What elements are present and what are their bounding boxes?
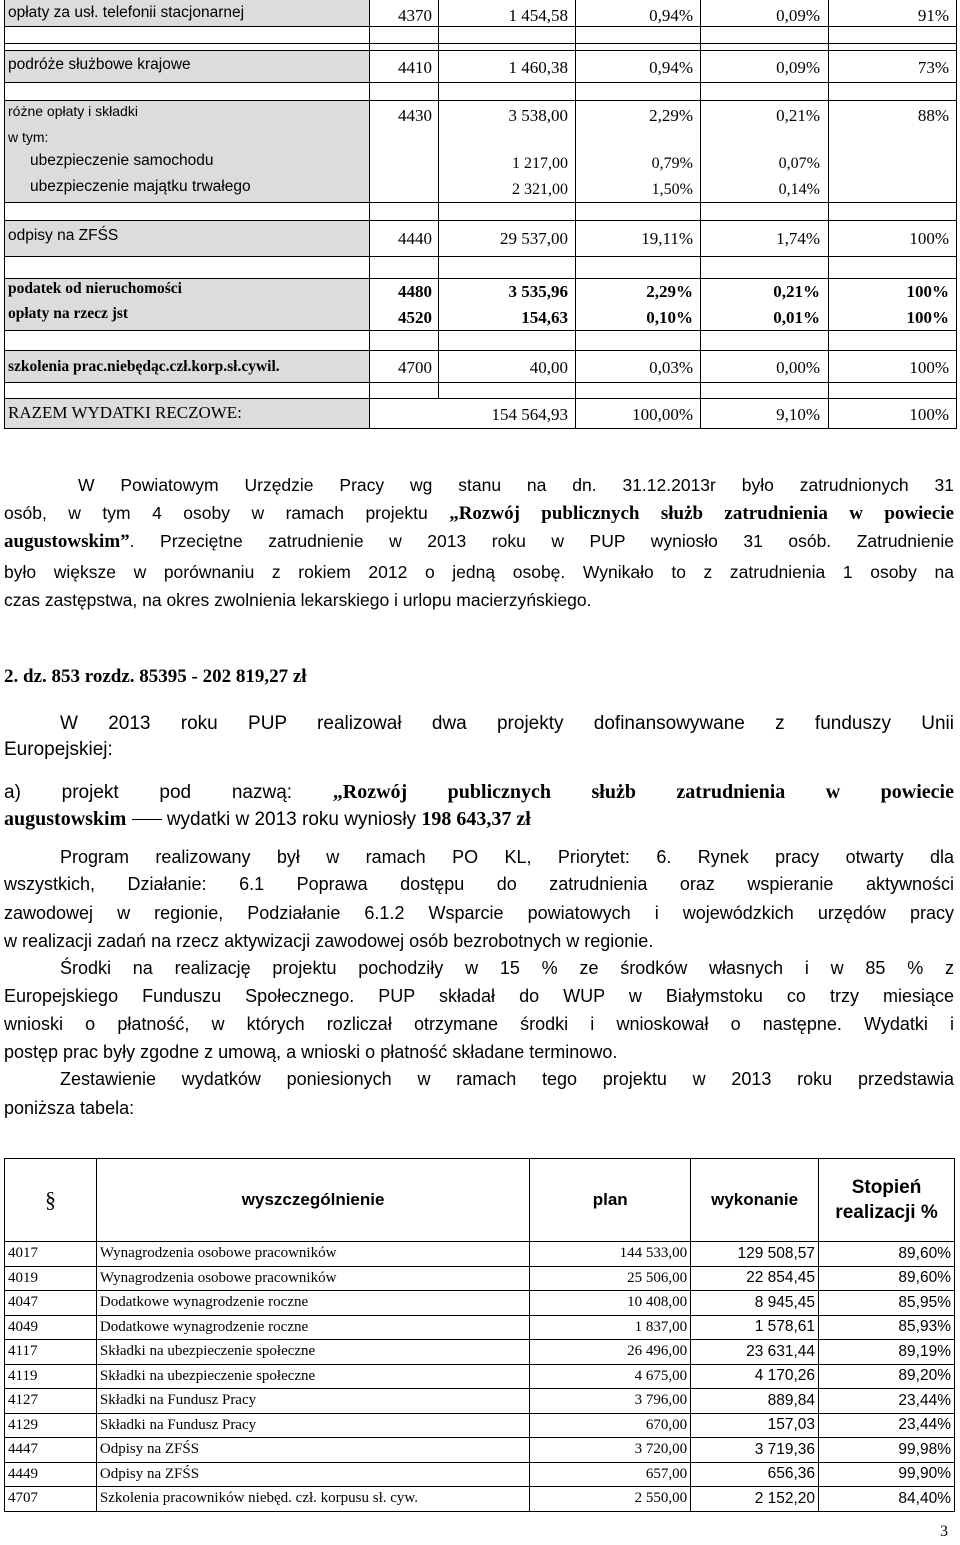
row-code: 4447 xyxy=(5,1438,97,1463)
row-code: 4707 xyxy=(5,1487,97,1512)
project-name: augustowskim” xyxy=(4,531,130,552)
row-desc: Dodatkowe wynagrodzenie roczne xyxy=(96,1315,529,1340)
section-heading: 2. dz. 853 rozdz. 85395 - 202 819,27 zł xyxy=(4,666,307,687)
row-plan: 3 796,00 xyxy=(530,1389,691,1414)
text-line: Program realizowany był w ramach PO KL, Priorytet: 6. Rynek pracy otwarty dla xyxy=(60,847,954,867)
table-row xyxy=(5,1242,955,1267)
row-plan: 144 533,00 xyxy=(530,1242,691,1267)
row-plan: 3 720,00 xyxy=(530,1438,691,1463)
row-label: opłaty na rzecz jst xyxy=(8,305,129,322)
desc-header: wyszczególnienie xyxy=(96,1159,529,1242)
row-pct: 85,95% xyxy=(819,1291,955,1316)
row-exec: 3 719,36 xyxy=(691,1438,819,1463)
row-amount: 29 537,00 xyxy=(500,229,568,248)
row-label: odpisy na ZFŚS xyxy=(8,227,119,244)
row-exec: 889,84 xyxy=(691,1389,819,1414)
row-amount: 40,00 xyxy=(529,358,568,377)
row-amount: 1 217,00 xyxy=(512,155,568,172)
text-span: osób, w tym 4 osoby w ramach projektu xyxy=(4,503,450,523)
text-line: W Powiatowym Urzędzie Pracy wg stanu na dn. 31.12.2013r było zatrudnionych 31 xyxy=(78,475,954,495)
row-code: 4700 xyxy=(398,358,432,377)
row-desc: Składki na ubezpieczenie społeczne xyxy=(96,1340,529,1365)
row-exec: 23 631,44 xyxy=(691,1340,819,1365)
page-number: 3 xyxy=(940,1523,948,1540)
row-code: 4410 xyxy=(398,58,432,77)
row-pct: 23,44% xyxy=(819,1413,955,1438)
text-line: poniższa tabela: xyxy=(4,1098,135,1118)
row-exec: 157,03 xyxy=(691,1413,819,1438)
row-pct: 23,44% xyxy=(819,1389,955,1414)
row-plan: 4 675,00 xyxy=(530,1364,691,1389)
row-label: różne opłaty i składki xyxy=(8,103,138,119)
row-code: 4127 xyxy=(5,1389,97,1414)
text-span: . Przeciętne zatrudnienie w 2013 roku w PUP wyniosło 31 osób. Zatrudnienie xyxy=(129,531,954,551)
row-desc: Składki na Fundusz Pracy xyxy=(96,1413,529,1438)
row-code: 4480 xyxy=(398,282,432,301)
text-line: było większe w porównaniu z rokiem 2012 o jedną osobę. Wynikało to z zatrudnienia 1 osoby na xyxy=(4,562,954,582)
text-line: czas zastępstwa, na okres zwolnienia lekarskiego i urlopu macierzyńskiego. xyxy=(4,590,592,610)
row-desc: Składki na Fundusz Pracy xyxy=(96,1389,529,1414)
row-pct1: 0,03% xyxy=(649,358,693,377)
row-code: 4129 xyxy=(5,1413,97,1438)
row-pct2: 1,74% xyxy=(776,229,820,248)
text-line: Europejskiego Funduszu Społecznego. PUP składał do WUP w Białymstoku co trzy miesiące xyxy=(4,986,954,1006)
row-code: 4049 xyxy=(5,1315,97,1340)
row-code: 4449 xyxy=(5,1462,97,1487)
row-code: 4047 xyxy=(5,1291,97,1316)
row-pct: 85,93% xyxy=(819,1315,955,1340)
row-pct1: 1,50% xyxy=(651,181,693,198)
text-line xyxy=(4,778,954,807)
row-label: podróże służbowe krajowe xyxy=(8,56,191,73)
row-exec: 2 152,20 xyxy=(691,1487,819,1512)
table-row xyxy=(5,1487,955,1512)
row-plan: 657,00 xyxy=(530,1462,691,1487)
plan-header: plan xyxy=(530,1159,691,1242)
amount: 198 643,37 zł xyxy=(421,808,531,830)
text-line: postęp prac były zgodne z umową, a wnioski o płatność składane terminowo. xyxy=(4,1042,618,1062)
table-row xyxy=(5,1364,955,1389)
text-line: wnioski o płatność, w których rozliczał otrzymane środki i wnioskował o następne. Wydatki i xyxy=(4,1014,954,1034)
row-pct2: 0,09% xyxy=(776,58,820,77)
row-code: 4440 xyxy=(398,229,432,248)
row-code: 4370 xyxy=(398,6,432,25)
row-pct: 99,98% xyxy=(819,1438,955,1463)
row-pct: 99,90% xyxy=(819,1462,955,1487)
row-exec: 22 854,45 xyxy=(691,1266,819,1291)
text-line: wszystkich, Działanie: 6.1 Poprawa dostępu do zatrudnienia oraz wspieranie aktywności xyxy=(4,874,954,894)
row-label: szkolenia prac.niebędąc.czł.korp.sł.cywil. xyxy=(8,358,280,375)
text-line: Europejskiej: xyxy=(4,739,113,760)
row-amount: 1 460,38 xyxy=(508,58,568,77)
row-pct1: 2,29% xyxy=(646,282,693,301)
row-code: 4119 xyxy=(5,1364,97,1389)
row-pct3: 100% xyxy=(906,308,949,327)
row-desc: Dodatkowe wynagrodzenie roczne xyxy=(96,1291,529,1316)
text-line xyxy=(4,805,954,834)
row-amount: 154,63 xyxy=(521,308,568,327)
row-pct2: 0,21% xyxy=(773,282,820,301)
row-label: w tym: xyxy=(8,129,49,145)
total-label: RAZEM WYDATKI RECZOWE: xyxy=(8,403,242,422)
row-pct1: 0,94% xyxy=(649,58,693,77)
row-plan: 1 837,00 xyxy=(530,1315,691,1340)
row-pct3: 91% xyxy=(917,6,949,25)
row-pct1: 0,79% xyxy=(651,155,693,172)
row-code: 4430 xyxy=(398,106,432,125)
row-exec: 1 578,61 xyxy=(691,1315,819,1340)
row-pct: 89,20% xyxy=(819,1364,955,1389)
table-header-row xyxy=(5,1159,955,1242)
row-pct1: 2,29% xyxy=(649,106,693,125)
row-code: 4017 xyxy=(5,1242,97,1267)
text-span: a) projekt pod nazwą: xyxy=(4,782,333,803)
text-line: Środki na realizację projektu pochodziły w 15 % ze środków własnych i w 85 % z xyxy=(60,958,954,978)
row-desc: Składki na ubezpieczenie społeczne xyxy=(96,1364,529,1389)
row-pct3: 100% xyxy=(909,358,949,377)
row-exec: 4 170,26 xyxy=(691,1364,819,1389)
text-line: zawodowej w regionie, Podziałanie 6.1.2 Wsparcie powiatowych i wojewódzkich urzędów pracy xyxy=(4,903,954,923)
total-pct3: 100% xyxy=(909,405,949,424)
row-pct2: 0,09% xyxy=(776,6,820,25)
row-plan: 26 496,00 xyxy=(530,1340,691,1365)
row-desc: Szkolenia pracowników niebęd. czł. korpusu sł. cyw. xyxy=(96,1487,529,1512)
row-label: ubezpieczenie samochodu xyxy=(30,152,214,169)
row-pct: 89,60% xyxy=(819,1266,955,1291)
row-exec: 656,36 xyxy=(691,1462,819,1487)
row-pct2: 0,14% xyxy=(778,181,820,198)
row-pct3: 88% xyxy=(917,106,949,125)
row-pct2: 0,21% xyxy=(776,106,820,125)
paragraph-symbol-header: § xyxy=(5,1159,97,1242)
table-row xyxy=(5,1389,955,1414)
row-pct2: 0,07% xyxy=(778,155,820,172)
text-span: wydatki w 2013 roku wyniosły xyxy=(161,809,422,830)
table-row xyxy=(5,1291,955,1316)
row-pct2: 0,01% xyxy=(773,308,820,327)
row-desc: Odpisy na ZFŚS xyxy=(96,1438,529,1463)
row-label: opłaty za usł. telefonii stacjonarnej xyxy=(8,4,245,21)
row-pct: 89,19% xyxy=(819,1340,955,1365)
text-line: W 2013 roku PUP realizował dwa projekty dofinansowywane z funduszy Unii xyxy=(60,713,954,734)
text-line: w realizacji zadań na rzecz aktywizacji zawodowej osób bezrobotnych w regionie. xyxy=(4,931,654,951)
row-pct3: 100% xyxy=(906,282,949,301)
row-plan: 10 408,00 xyxy=(530,1291,691,1316)
row-pct1: 19,11% xyxy=(641,229,693,248)
row-pct1: 0,94% xyxy=(649,6,693,25)
row-label: ubezpieczenie majątku trwałego xyxy=(30,178,251,195)
table-row xyxy=(5,1315,955,1340)
row-pct: 89,60% xyxy=(819,1242,955,1267)
project-name: augustowskim xyxy=(4,808,127,830)
row-pct1: 0,10% xyxy=(646,308,693,327)
pct-header: Stopień realizacji % xyxy=(819,1159,955,1242)
row-pct: 84,40% xyxy=(819,1487,955,1512)
row-plan: 670,00 xyxy=(530,1413,691,1438)
dash xyxy=(132,819,162,820)
table-row xyxy=(5,1438,955,1463)
row-exec: 8 945,45 xyxy=(691,1291,819,1316)
row-pct2: 0,00% xyxy=(776,358,820,377)
row-label: podatek od nieruchomości xyxy=(8,280,182,297)
project-name: „Rozwój publicznych służb zatrudnienia w powiecie xyxy=(449,503,954,524)
row-amount: 1 454,58 xyxy=(508,6,568,25)
row-desc: Wynagrodzenia osobowe pracowników xyxy=(96,1242,529,1267)
total-amount: 154 564,93 xyxy=(491,405,568,424)
row-exec: 129 508,57 xyxy=(691,1242,819,1267)
row-pct3: 100% xyxy=(909,229,949,248)
row-desc: Odpisy na ZFŚS xyxy=(96,1462,529,1487)
text-line xyxy=(4,500,954,527)
table-row xyxy=(5,1462,955,1487)
text-line: Zestawienie wydatków poniesionych w ramach tego projektu w 2013 roku przedstawia xyxy=(60,1069,954,1089)
table-row xyxy=(5,1266,955,1291)
row-pct3: 73% xyxy=(917,58,949,77)
table-row xyxy=(5,1340,955,1365)
row-amount: 2 321,00 xyxy=(512,181,568,198)
row-code: 4117 xyxy=(5,1340,97,1365)
row-code: 4019 xyxy=(5,1266,97,1291)
row-amount: 3 535,96 xyxy=(508,282,568,301)
project-expense-table xyxy=(4,1158,955,1512)
total-pct2: 9,10% xyxy=(776,405,820,424)
project-name: „Rozwój publicznych służb zatrudnienia w powiecie xyxy=(332,781,954,803)
table-row xyxy=(5,1413,955,1438)
row-plan: 2 550,00 xyxy=(530,1487,691,1512)
exec-header: wykonanie xyxy=(691,1159,819,1242)
row-desc: Wynagrodzenia osobowe pracowników xyxy=(96,1266,529,1291)
row-amount: 3 538,00 xyxy=(508,106,568,125)
total-pct1: 100,00% xyxy=(632,405,693,424)
row-code: 4520 xyxy=(398,308,432,327)
text-line xyxy=(4,528,954,555)
row-plan: 25 506,00 xyxy=(530,1266,691,1291)
